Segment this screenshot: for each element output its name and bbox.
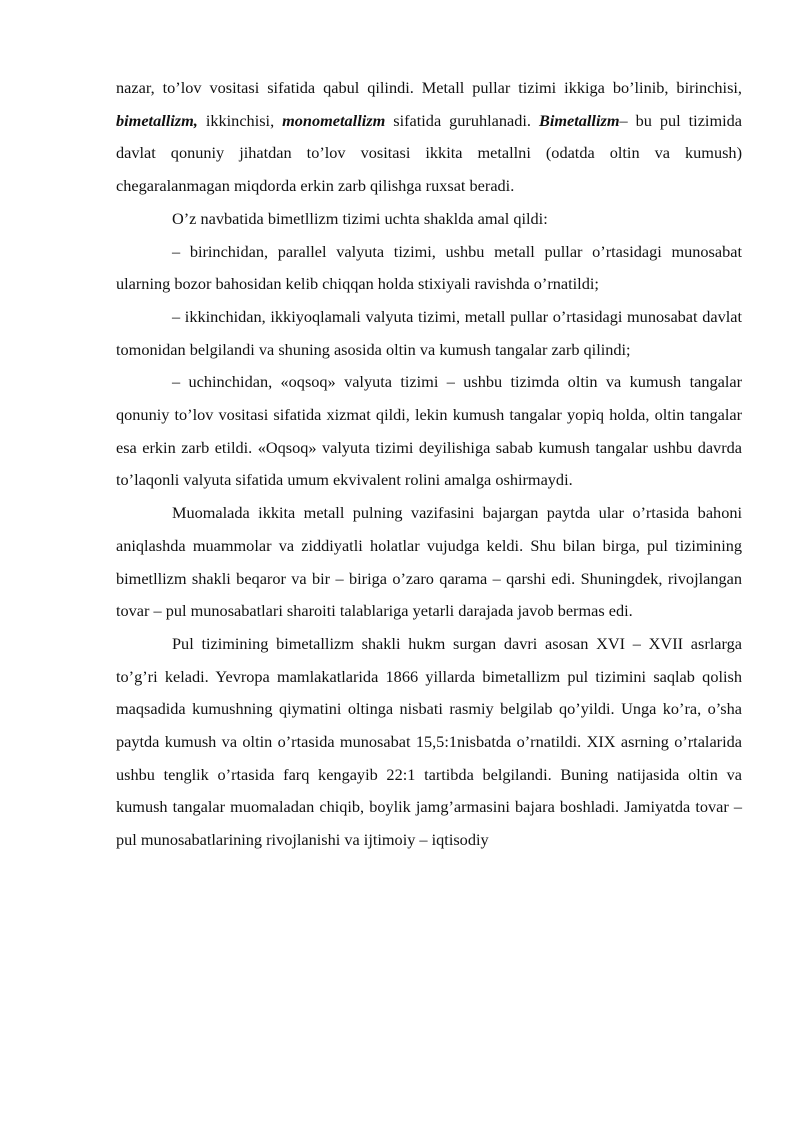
- term-monometallizm: monometallizm: [282, 110, 386, 130]
- text-segment: nazar, to’lov vositasi sifatida qabul qilindi. Metall pullar tizimi ikkiga bo’linib, birinchisi,: [116, 78, 742, 97]
- paragraph-5: – uchinchidan, «oqsoq» valyuta tizimi – ushbu tizimda oltin va kumush tangalar qonuniy to’lov vositasi sifatida xizmat qildi, lekin kumush tangalar yopiq holda, oltin tangalar esa erkin zarb etildi. «Oqsoq» valyuta tizimi deyilishiga sabab kumush tangalar ushbu davrda to’laqonli valyuta sifatida umum ekvivalent rolini amalga oshirmaydi.: [116, 372, 742, 490]
- text-segment: sifatida guruhlanadi.: [385, 110, 539, 130]
- paragraph-6: Muomalada ikkita metall pulning vazifasini bajargan paytda ular o’rtasida bahoni aniqlashda muammolar va ziddiyatli holatlar vujudga keldi. Shu bilan birga, pul tizimining bimetllizm shakli beqaror va bir – biriga o’zaro qarama – qarshi edi. Shuningdek, rivojlangan tovar – pul munosabatlari sharoiti talablariga yetarli darajada javob bermas edi.: [116, 503, 742, 621]
- paragraph-2: O’z navbatida bimetllizm tizimi uchta shaklda amal qildi:: [172, 208, 548, 228]
- text-segment: ikkinchisi,: [197, 110, 283, 130]
- paragraph-1: [116, 72, 742, 203]
- term-bimetallizm: bimetallizm,: [116, 110, 198, 130]
- term-bimetallizm-definition: Bimetallizm: [538, 110, 620, 130]
- paragraph-3: – birinchidan, parallel valyuta tizimi, ushbu metall pullar o’rtasidagi munosabat ularning bozor bahosidan kelib chiqqan holda stixiyali ravishda o’rnatildi;: [116, 241, 742, 294]
- document-page: [116, 72, 742, 857]
- text-segment: – bu pul tizimida davlat qonuniy jihatdan to’lov vositasi ikkita metallni (odatda oltin va kumush) chegaralanmagan miqdorda erkin zarb qilishga ruxsat beradi.: [116, 110, 742, 196]
- paragraph-4: – ikkinchidan, ikkiyoqlamali valyuta tizimi, metall pullar o’rtasidagi munosabat davlat tomonidan belgilandi va shuning asosida oltin va kumush tangalar zarb qilindi;: [116, 306, 742, 359]
- paragraph-7: Pul tizimining bimetallizm shakli hukm surgan davri asosan XVI – XVII asrlarga to’g’ri keladi. Yevropa mamlakatlarida 1866 yillarda bimetallizm pul tizimini saqlab qolish maqsadida kumushning qiymatini oltinga nisbati rasmiy belgilab qo’yildi. Unga ko’ra, o’sha paytda kumush va oltin o’rtasida munosabat 15,5:1nisbatda o’rnatildi. XIX asrning o’rtalarida ushbu tenglik o’rtasida farq kengayib 22:1 tartibda belgilandi. Buning natijasida oltin va kumush tangalar muomaladan chiqib, boylik jamg’armasini bajara boshladi. Jamiyatda tovar – pul munosabatlarining rivojlanishi va ijtimoiy – iqtisodiy: [116, 633, 742, 850]
